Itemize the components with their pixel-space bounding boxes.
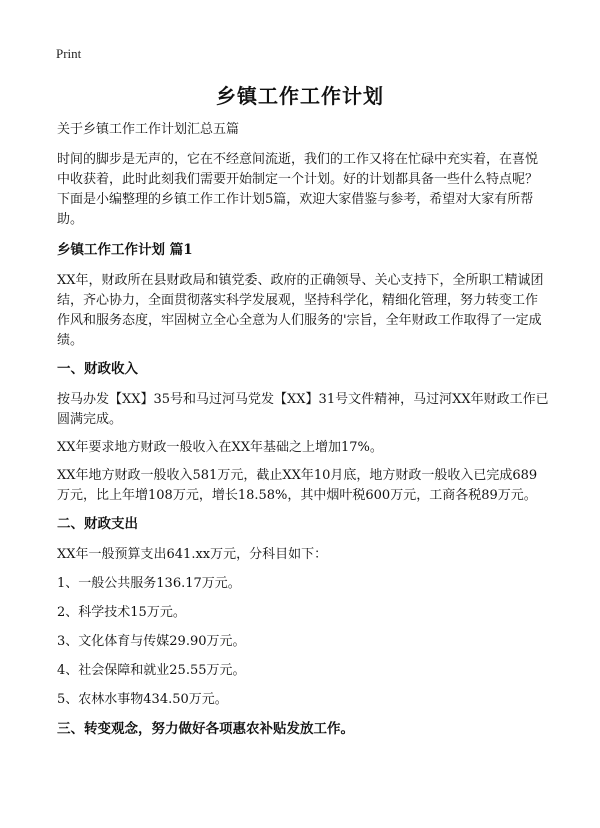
expense-item: 5、农林水事物434.50万元。	[57, 692, 228, 707]
section-heading-1: 乡镇工作工作计划 篇1	[57, 242, 193, 258]
revenue-paragraph: XX年地方财政一般收入581万元，截止XX年10月底，地方财政一般收入已完成689万元，比上年增108万元，增长18.58%，其中烟叶税600万元，工商各税89万元。	[57, 468, 538, 503]
document-subtitle: 关于乡镇工作工作计划汇总五篇	[57, 122, 240, 137]
expense-item: 1、一般公共服务136.17万元。	[57, 576, 241, 591]
page-title: 乡镇工作工作计划	[216, 84, 384, 108]
intro-paragraph: 时间的脚步是无声的，它在不经意间流逝，我们的工作又将在忙碌中充实着，在喜悦中收获着，此时此刻我们需要开始制定一个计划。好的计划都具备一些什么特点呢？下面是小编整理的乡镇工作工作计划5篇，欢迎大家借鉴与参考，希望对大家有所帮助。	[57, 152, 539, 227]
expense-item: 4、社会保障和就业25.55万元。	[57, 663, 246, 678]
document-body	[57, 120, 550, 739]
section1-paragraph: XX年，财政所在县财政局和镇党委、政府的正确领导、关心支持下，全所职工精诚团结，齐心协力，全面贯彻落实科学发展观，坚持科学化，精细化管理，努力转变工作作风和服务态度，牢固树立全心全意为人们服务的'宗旨，全年财政工作取得了一定成绩。	[57, 273, 544, 348]
expense-item: 2、科学技术15万元。	[57, 605, 186, 620]
revenue-paragraph: 按马办发【XX】35号和马过河马党发【XX】31号文件精神，马过河XX年财政工作已圆满完成。	[57, 392, 549, 427]
revenue-paragraph: XX年要求地方财政一般收入在XX年基础之上增加17%。	[57, 440, 383, 455]
expense-heading: 二、财政支出	[57, 516, 138, 532]
expense-intro: XX年一般预算支出641.xx万元，分科目如下：	[57, 547, 328, 562]
print-link[interactable]: Print	[56, 46, 82, 61]
revenue-heading: 一、财政收入	[57, 361, 138, 377]
change-heading: 三、转变观念，努力做好各项惠农补贴发放工作。	[57, 721, 354, 737]
expense-item: 3、文化体育与传媒29.90万元。	[57, 634, 246, 649]
